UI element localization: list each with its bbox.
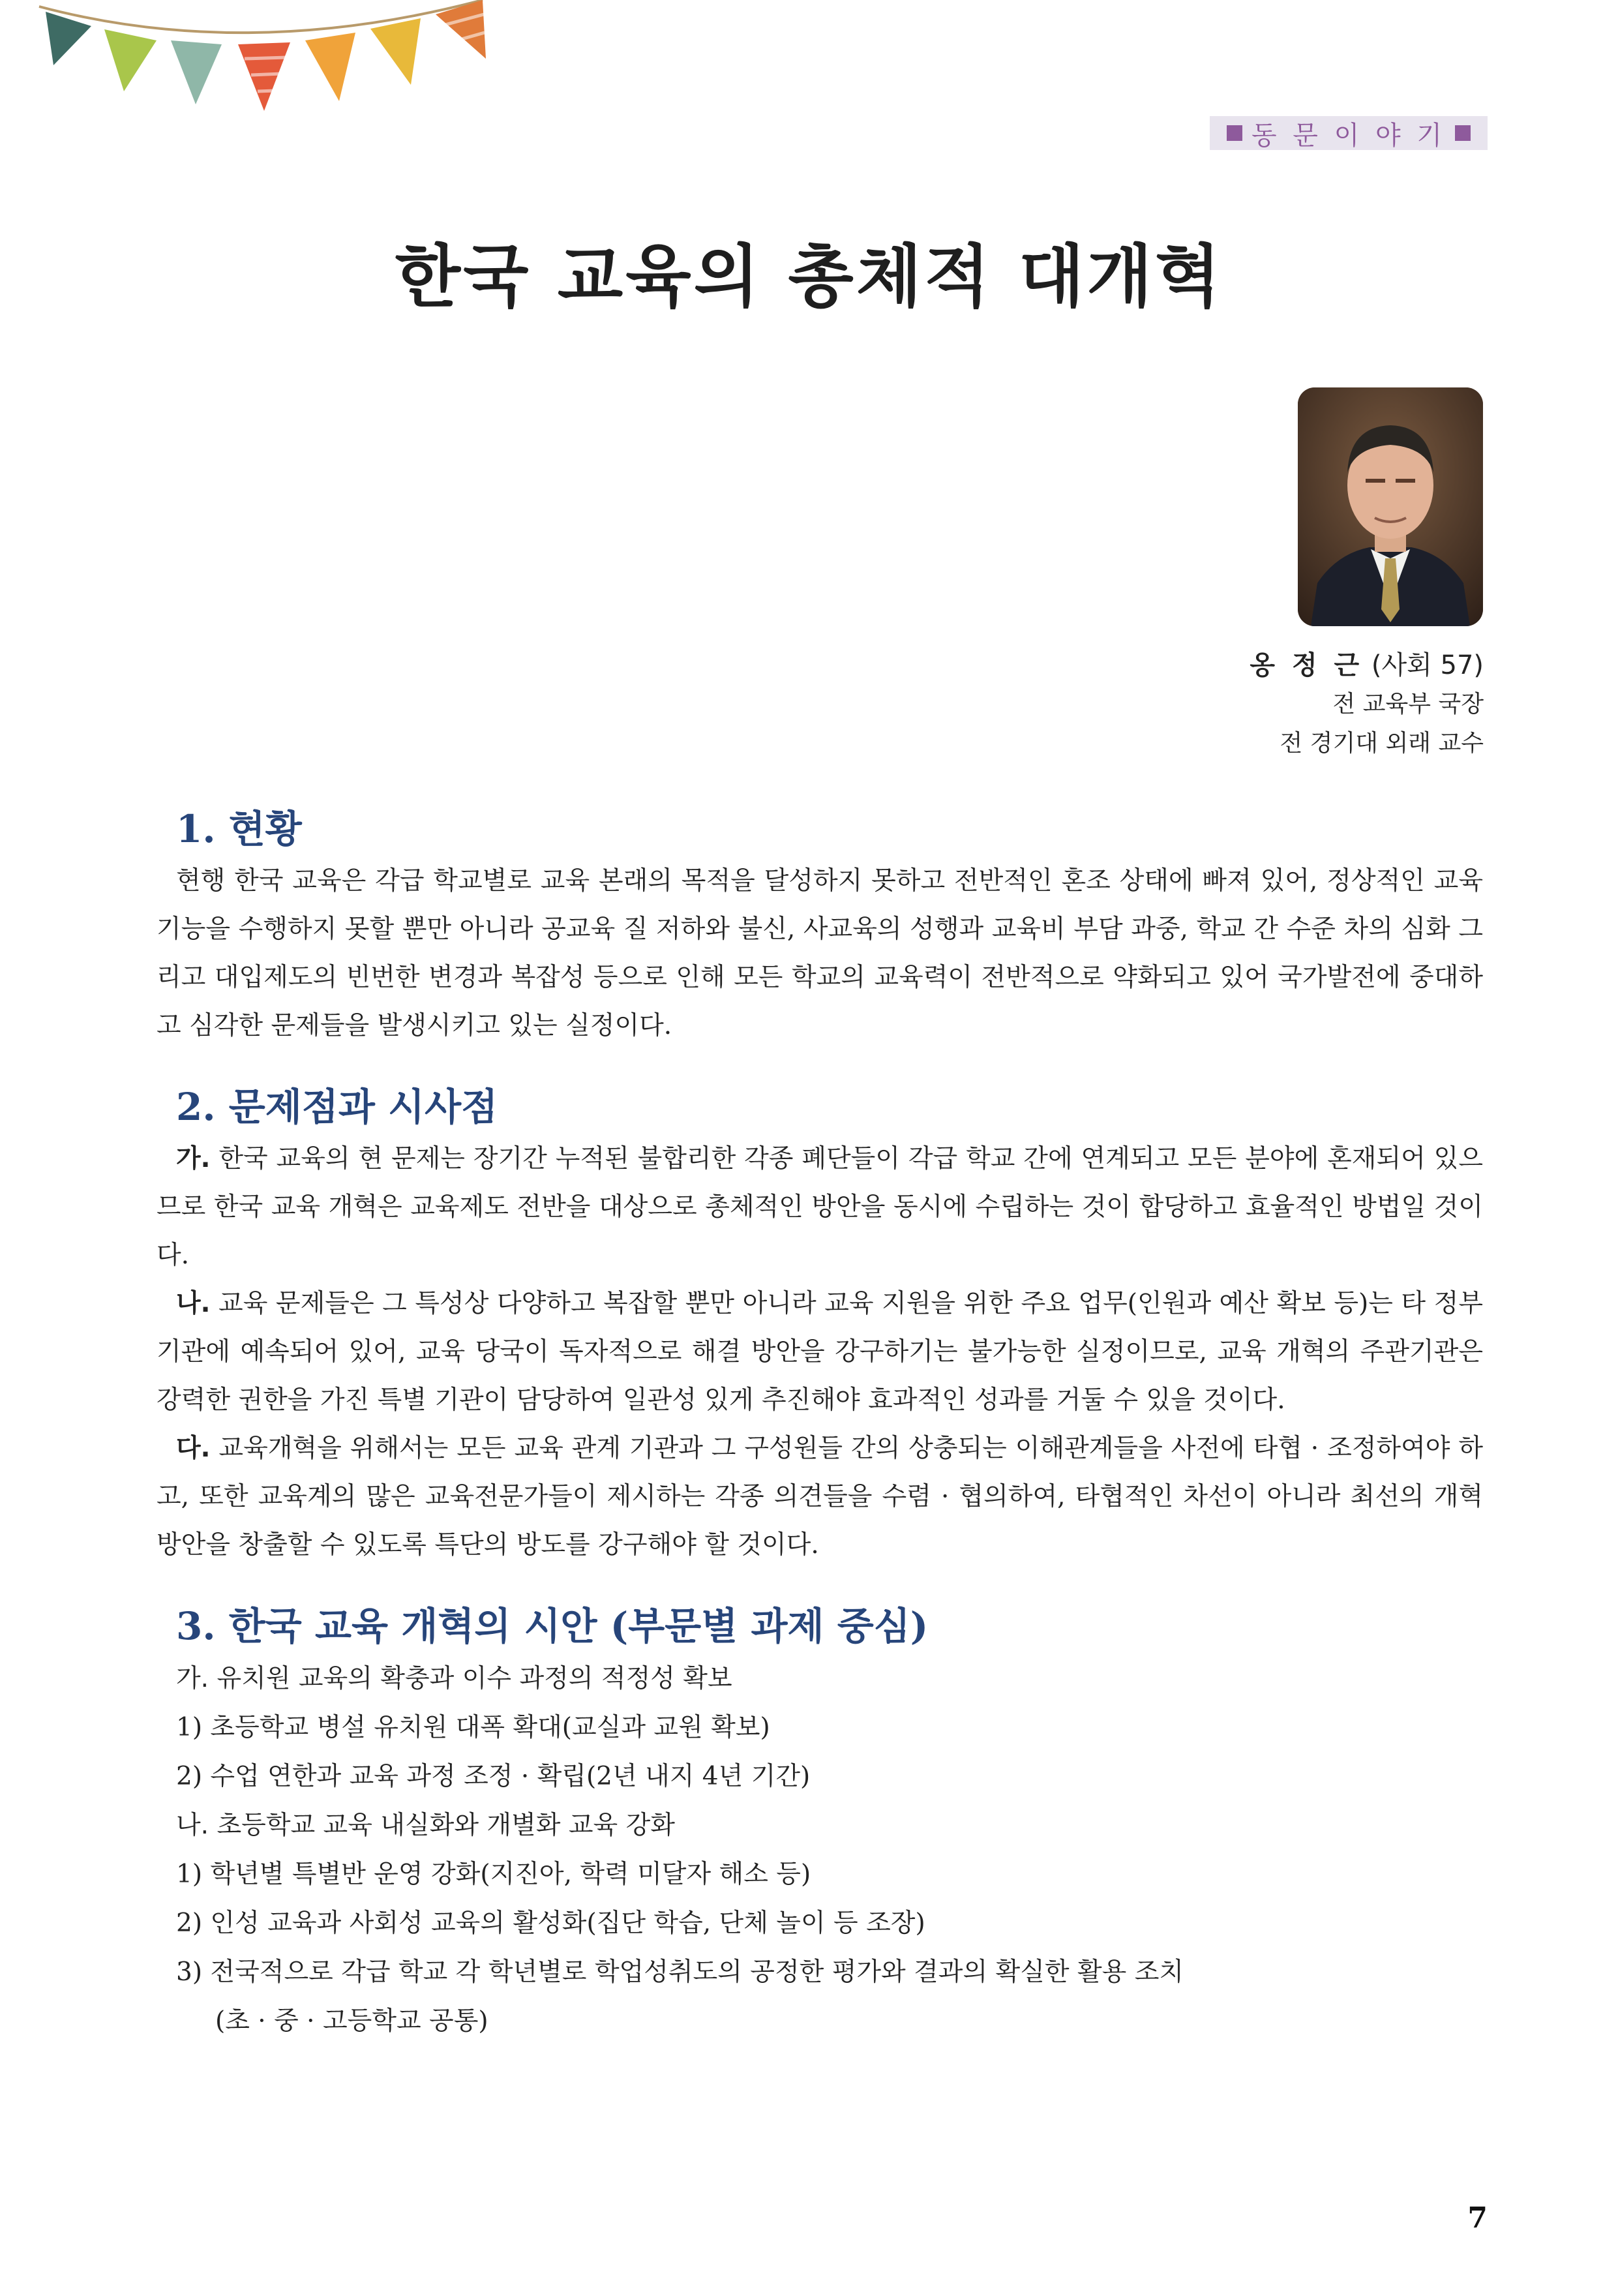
section-heading: 1. 현황 xyxy=(176,807,302,851)
list-item-continuation: (초 · 중 · 고등학교 공통) xyxy=(215,2006,488,2036)
item-marker: 나. xyxy=(176,1289,211,1318)
author-photo xyxy=(1298,387,1483,626)
paragraph xyxy=(157,1425,1483,1569)
section-heading: 3. 한국 교육 개혁의 시안 (부문별 과제 중심) xyxy=(176,1604,929,1648)
section-heading: 2. 문제점과 시사점 xyxy=(176,1085,498,1129)
author-position-2: 전 경기대 외래 교수 xyxy=(1280,730,1484,757)
square-bullet-icon xyxy=(1227,125,1242,141)
item-text: 한국 교육의 현 문제는 장기간 누적된 불합리한 각종 폐단들이 각급 학교 간에 연계되고 모든 분야에 혼재되어 있으므로 한국 교육 개혁은 교육제도 전반을 대상으로 총체적인 방안을 동시에 수립하는 것이 합당하고 효율적인 방법일 것이다. xyxy=(157,1144,1483,1270)
subheading: 가. 유치원 교육의 확충과 이수 과정의 적정성 확보 xyxy=(176,1664,732,1693)
item-text: 교육 문제들은 그 특성상 다양하고 복잡할 뿐만 아니라 교육 지원을 위한 주요 업무(인원과 예산 확보 등)는 타 정부기관에 예속되어 있어, 교육 당국이 독자적으로 해결 방안을 강구하기는 불가능한 실정이므로, 교육 개혁의 주관기관은 강력한 권한을 가진 특별 기관이 담당하여 일관성 있게 추진해야 효과적인 성과를 거둘 수 있을 것이다. xyxy=(157,1289,1483,1415)
square-bullet-icon xyxy=(1455,125,1471,141)
item-text: 교육개혁을 위해서는 모든 교육 관계 기관과 그 구성원들 간의 상충되는 이해관계들을 사전에 타협 · 조정하여야 하고, 또한 교육계의 많은 교육전문가들이 제시하는 각종 의견들을 수렴 · 협의하여, 타협적인 차선이 아니라 최선의 개혁 방안을 창출할 수 있도록 특단의 방도를 강구해야 할 것이다. xyxy=(157,1434,1483,1560)
subheading: 나. 초등학교 교육 내실화와 개별화 교육 강화 xyxy=(176,1811,675,1840)
paragraph xyxy=(157,1135,1483,1280)
page-number: 7 xyxy=(1467,2201,1488,2235)
list-item: 3) 전국적으로 각급 학교 각 학년별로 학업성취도의 공정한 평가와 결과의 확실한 활용 조치 xyxy=(176,1957,1184,1987)
author-position-1: 전 교육부 국장 xyxy=(1332,691,1484,718)
section-tag-label: 동 문 이 야 기 xyxy=(1251,120,1446,151)
list-item: 1) 학년별 특별반 운영 강화(지진아, 학력 미달자 해소 등) xyxy=(176,1860,811,1889)
proposal-list xyxy=(176,1654,1483,2046)
author-name-line xyxy=(1250,646,1484,685)
author-block xyxy=(1250,646,1484,763)
article-body xyxy=(157,801,1483,2046)
article-title: 한국 교육의 총체적 대개혁 xyxy=(395,237,1223,316)
bunting-decoration xyxy=(0,0,509,130)
list-item: 2) 수업 연한과 교육 과정 조정 · 확립(2년 내지 4년 기간) xyxy=(176,1762,811,1791)
paragraph: 현행 한국 교육은 각급 학교별로 교육 본래의 목적을 달성하지 못하고 전반적인 혼조 상태에 빠져 있어, 정상적인 교육 기능을 수행하지 못할 뿐만 아니라 공교육 질 저하와 불신, 사교육의 성행과 교육비 부담 과중, 학교 간 수준 차의 심화 그리고 대입제도의 빈번한 변경과 복잡성 등으로 인해 모든 학교의 교육력이 전반적으로 약화되고 있어 국가발전에 중대하고 심각한 문제들을 발생시키고 있는 실정이다. xyxy=(157,866,1484,1040)
item-marker: 다. xyxy=(176,1434,211,1463)
section-tag xyxy=(1210,116,1488,150)
author-affiliation: (사회 57) xyxy=(1371,650,1484,680)
item-marker: 가. xyxy=(176,1144,211,1173)
author-name: 옹 정 근 xyxy=(1250,650,1364,680)
paragraph xyxy=(157,1280,1483,1425)
list-item: 1) 초등학교 병설 유치원 대폭 확대(교실과 교원 확보) xyxy=(176,1713,770,1742)
list-item: 2) 인성 교육과 사회성 교육의 활성화(집단 학습, 단체 놀이 등 조장) xyxy=(176,1909,925,1938)
